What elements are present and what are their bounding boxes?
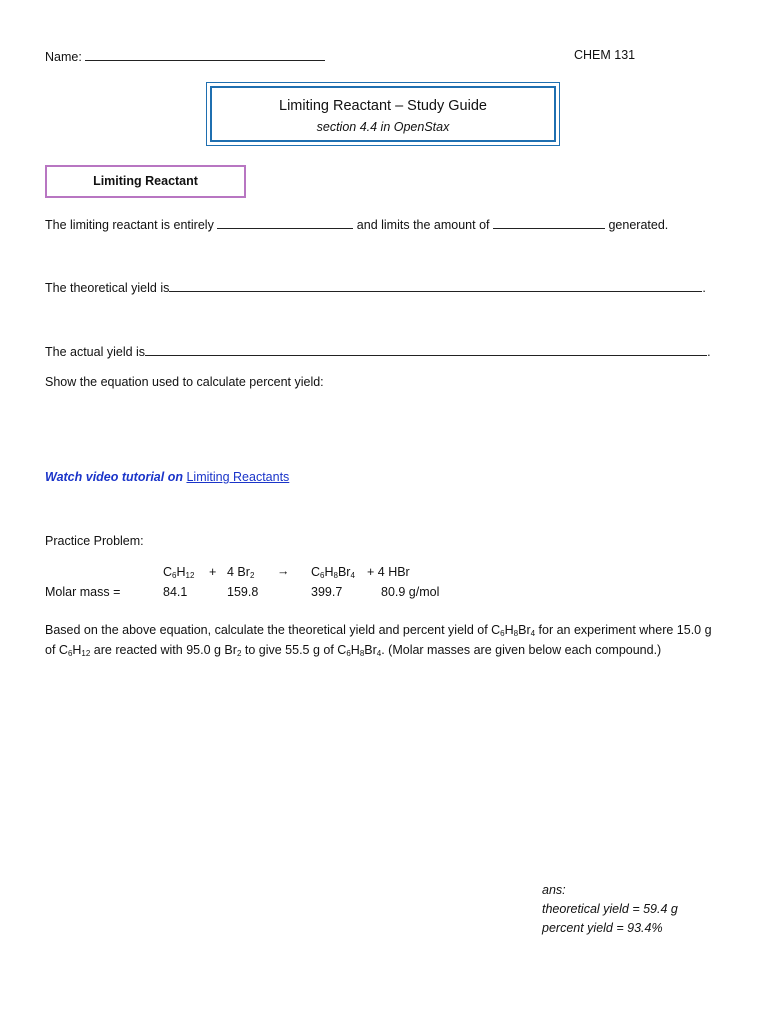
plus-sign: + bbox=[209, 565, 217, 579]
video-tutorial-line bbox=[45, 470, 289, 484]
product-2: + 4 HBr bbox=[367, 565, 410, 579]
video-link[interactable]: Limiting Reactants bbox=[186, 470, 290, 484]
name-label: Name: bbox=[45, 48, 325, 64]
molar-mass-br2: 159.8 bbox=[227, 585, 259, 599]
blank-entirely[interactable] bbox=[217, 216, 353, 229]
product-1: $C_6H_8Br_4$ bbox=[311, 565, 355, 580]
title-box bbox=[206, 82, 560, 146]
page-title: Limiting Reactant – Study Guide bbox=[279, 98, 487, 114]
course-code: CHEM 131 bbox=[574, 48, 636, 62]
answer-theoretical-yield: theoretical yield = 59.4 g bbox=[542, 902, 678, 916]
answer-percent-yield: percent yield = 93.4% bbox=[542, 921, 663, 935]
reactant-2: 4 $Br_2$ bbox=[227, 565, 255, 580]
name-blank[interactable] bbox=[85, 48, 325, 61]
actual-yield-sentence: The actual yield is . bbox=[45, 345, 711, 359]
molar-mass-c6h12: 84.1 bbox=[163, 585, 188, 599]
molar-mass-c6h8br4: 399.7 bbox=[311, 585, 343, 599]
blank-actual-yield[interactable] bbox=[145, 343, 707, 356]
blank-amount[interactable] bbox=[493, 216, 605, 229]
reaction-arrow: → bbox=[277, 564, 290, 578]
page-subtitle: section 4.4 in OpenStax bbox=[316, 120, 450, 134]
theoretical-yield-sentence: The theoretical yield is . bbox=[45, 281, 706, 295]
answer-label: ans: bbox=[542, 883, 566, 897]
limiting-reactant-sentence: The limiting reactant is entirely and limits the amount of generated. bbox=[45, 218, 669, 232]
molar-mass-hbr: 80.9 g/mol bbox=[381, 585, 440, 599]
practice-heading: Practice Problem: bbox=[45, 534, 144, 548]
section-heading: Limiting Reactant bbox=[45, 165, 246, 198]
equation-prompt: Show the equation used to calculate percent yield: bbox=[45, 375, 324, 389]
problem-statement: Based on the above equation, calculate the theoretical yield and percent yield of $C_6H_8Br_4$ for an experiment where 15.0 g of $C_6H_{12}$ are reacted with 95.0 g $Br_2$ to give 55.5 g of $C_6H_8Br_4$. (Molar masses are given below each compound.) bbox=[45, 623, 712, 658]
blank-theoretical-yield[interactable] bbox=[169, 279, 702, 292]
reactant-1: $C_6H_{12}$ bbox=[163, 565, 195, 580]
video-label: Watch video tutorial on bbox=[45, 470, 183, 484]
molar-mass-label: Molar mass = bbox=[45, 585, 121, 599]
